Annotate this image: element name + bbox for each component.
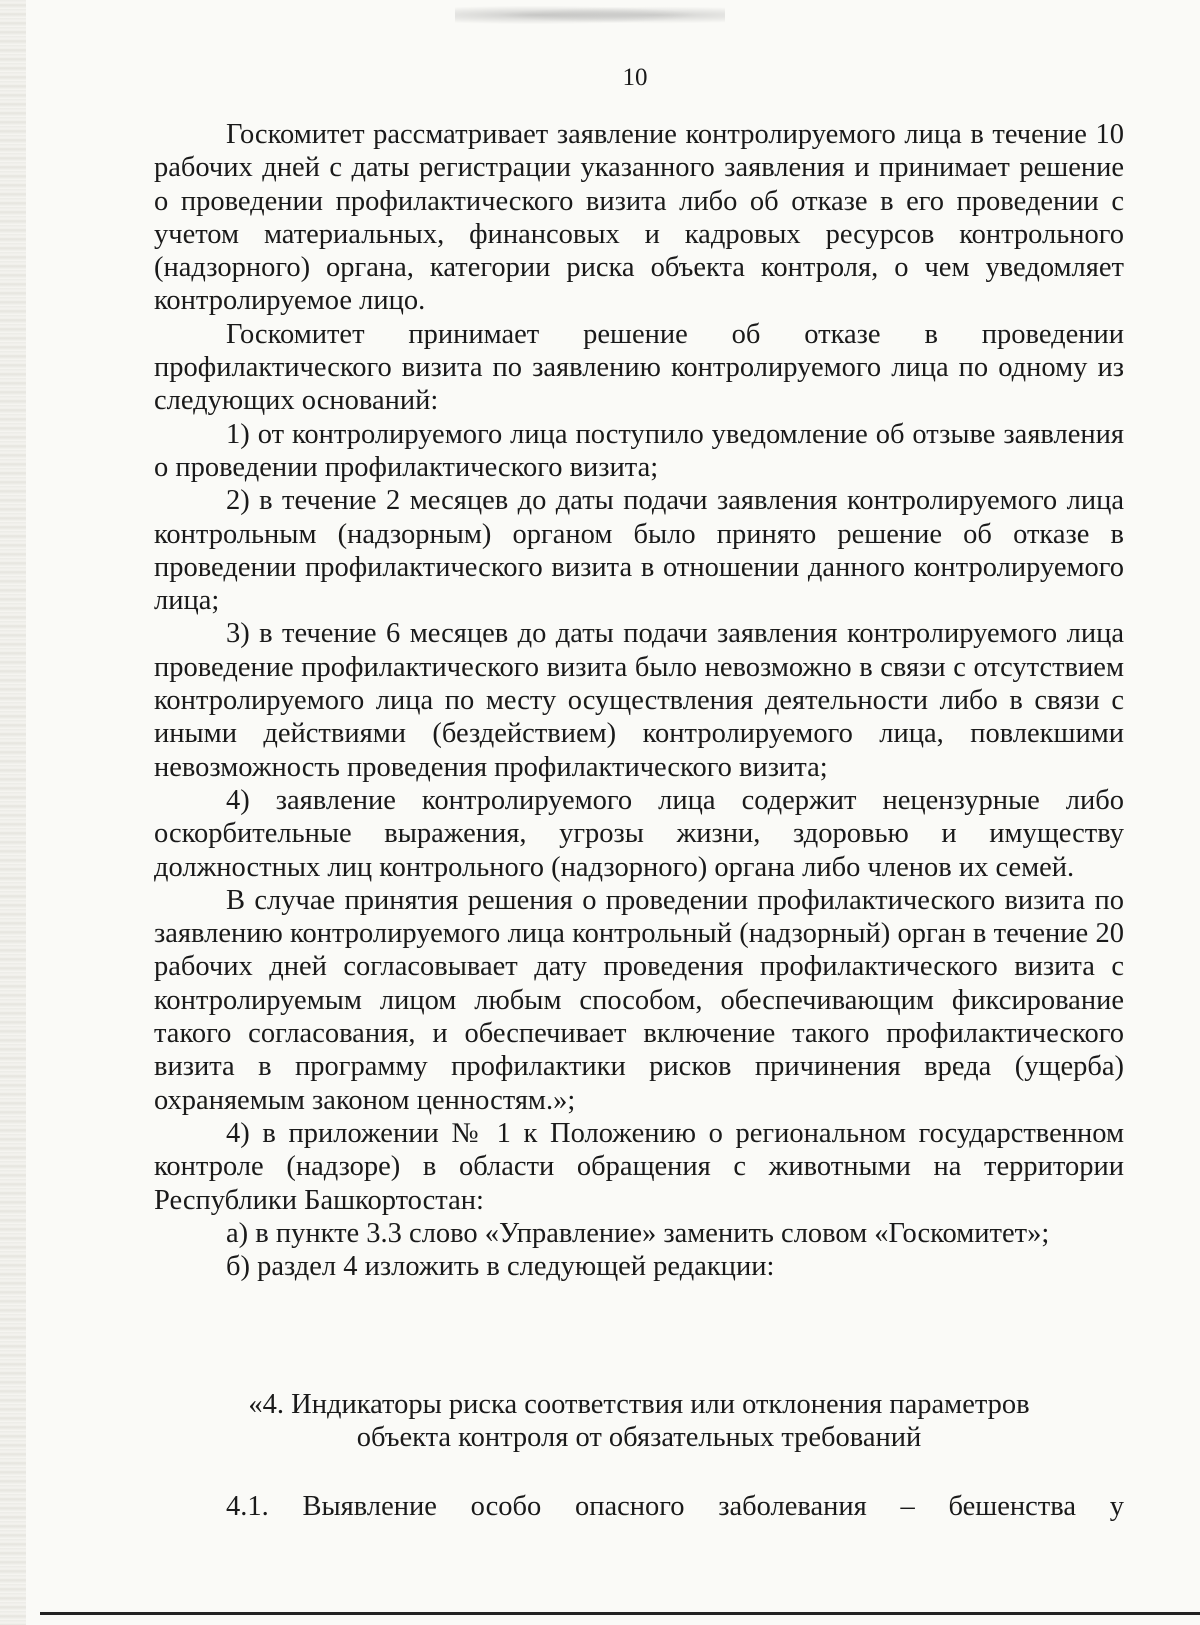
list-item-1: 1) от контролируемого лица поступило уведомление об отзыве заявления о проведении профилактического визита;	[154, 418, 1124, 483]
paragraph-1: Госкомитет рассматривает заявление контролируемого лица в течение 10 рабочих дней с даты регистрации указанного заявления и принимает решение о проведении профилактического визита либо об отказе в его проведении с учетом материальных, финансовых и кадровых ресурсов контрольного (надзорного) органа, категории риска объекта контроля, о чем уведомляет контролируемое лицо.	[154, 119, 1124, 317]
list-item-4: 4) заявление контролируемого лица содержит нецензурные либо оскорбительные выражения, угрозы жизни, здоровью и имуществу должностных лиц контрольного (надзорного) органа либо членов их семей.	[154, 784, 1124, 883]
section-heading	[154, 1388, 1124, 1455]
sub-item-b: б) раздел 4 изложить в следующей редакции:	[226, 1251, 775, 1283]
section-heading-line-1: «4. Индикаторы риска соответствия или отклонения параметров	[248, 1389, 1030, 1420]
section-heading-line-2: объекта контроля от обязательных требований	[356, 1422, 922, 1454]
scan-smudge	[455, 4, 725, 26]
document-body	[154, 118, 1124, 1283]
paragraph-2: Госкомитет принимает решение об отказе в проведении профилактического визита по заявлению контролируемого лица по одному из следующих оснований:	[154, 318, 1124, 417]
scan-edge-noise	[0, 0, 26, 1625]
list-item-3: 3) в течение 6 месяцев до даты подачи заявления контролируемого лица проведение профилактического визита было невозможно в связи с отсутствием контролируемого лица по месту осуществления деятельности либо в связи с иными действиями (бездействием) контролируемого лица, повлекшими невозможность проведения профилактического визита;	[154, 618, 1124, 783]
page-number: 10	[622, 64, 648, 91]
paragraph-3: В случае принятия решения о проведении профилактического визита по заявлению контролируемого лица контрольный (надзорный) орган в течение 20 рабочих дней согласовывает дату проведения профилактического визита с контролируемым лицом любым способом, обеспечивающим фиксирование такого согласования, и обеспечивает включение такого профилактического визита в программу профилактики рисков причинения вреда (ущерба) охраняемым законом ценностям.»;	[154, 884, 1124, 1116]
scan-bottom-edge	[40, 1612, 1200, 1615]
list-item-2: 2) в течение 2 месяцев до даты подачи заявления контролируемого лица контрольным (надзорным) органом было принято решение об отказе в проведении профилактического визита в отношении данного контролируемого лица;	[154, 485, 1124, 617]
paragraph-4: 4) в приложении № 1 к Положению о региональном государственном контроле (надзоре) в области обращения с животными на территории Республики Башкортостан:	[154, 1117, 1124, 1216]
sub-item-a: а) в пункте 3.3 слово «Управление» заменить словом «Госкомитет»;	[226, 1217, 1050, 1249]
clause-4-1: 4.1. Выявление особо опасного заболевания – бешенства у	[226, 1491, 1124, 1522]
